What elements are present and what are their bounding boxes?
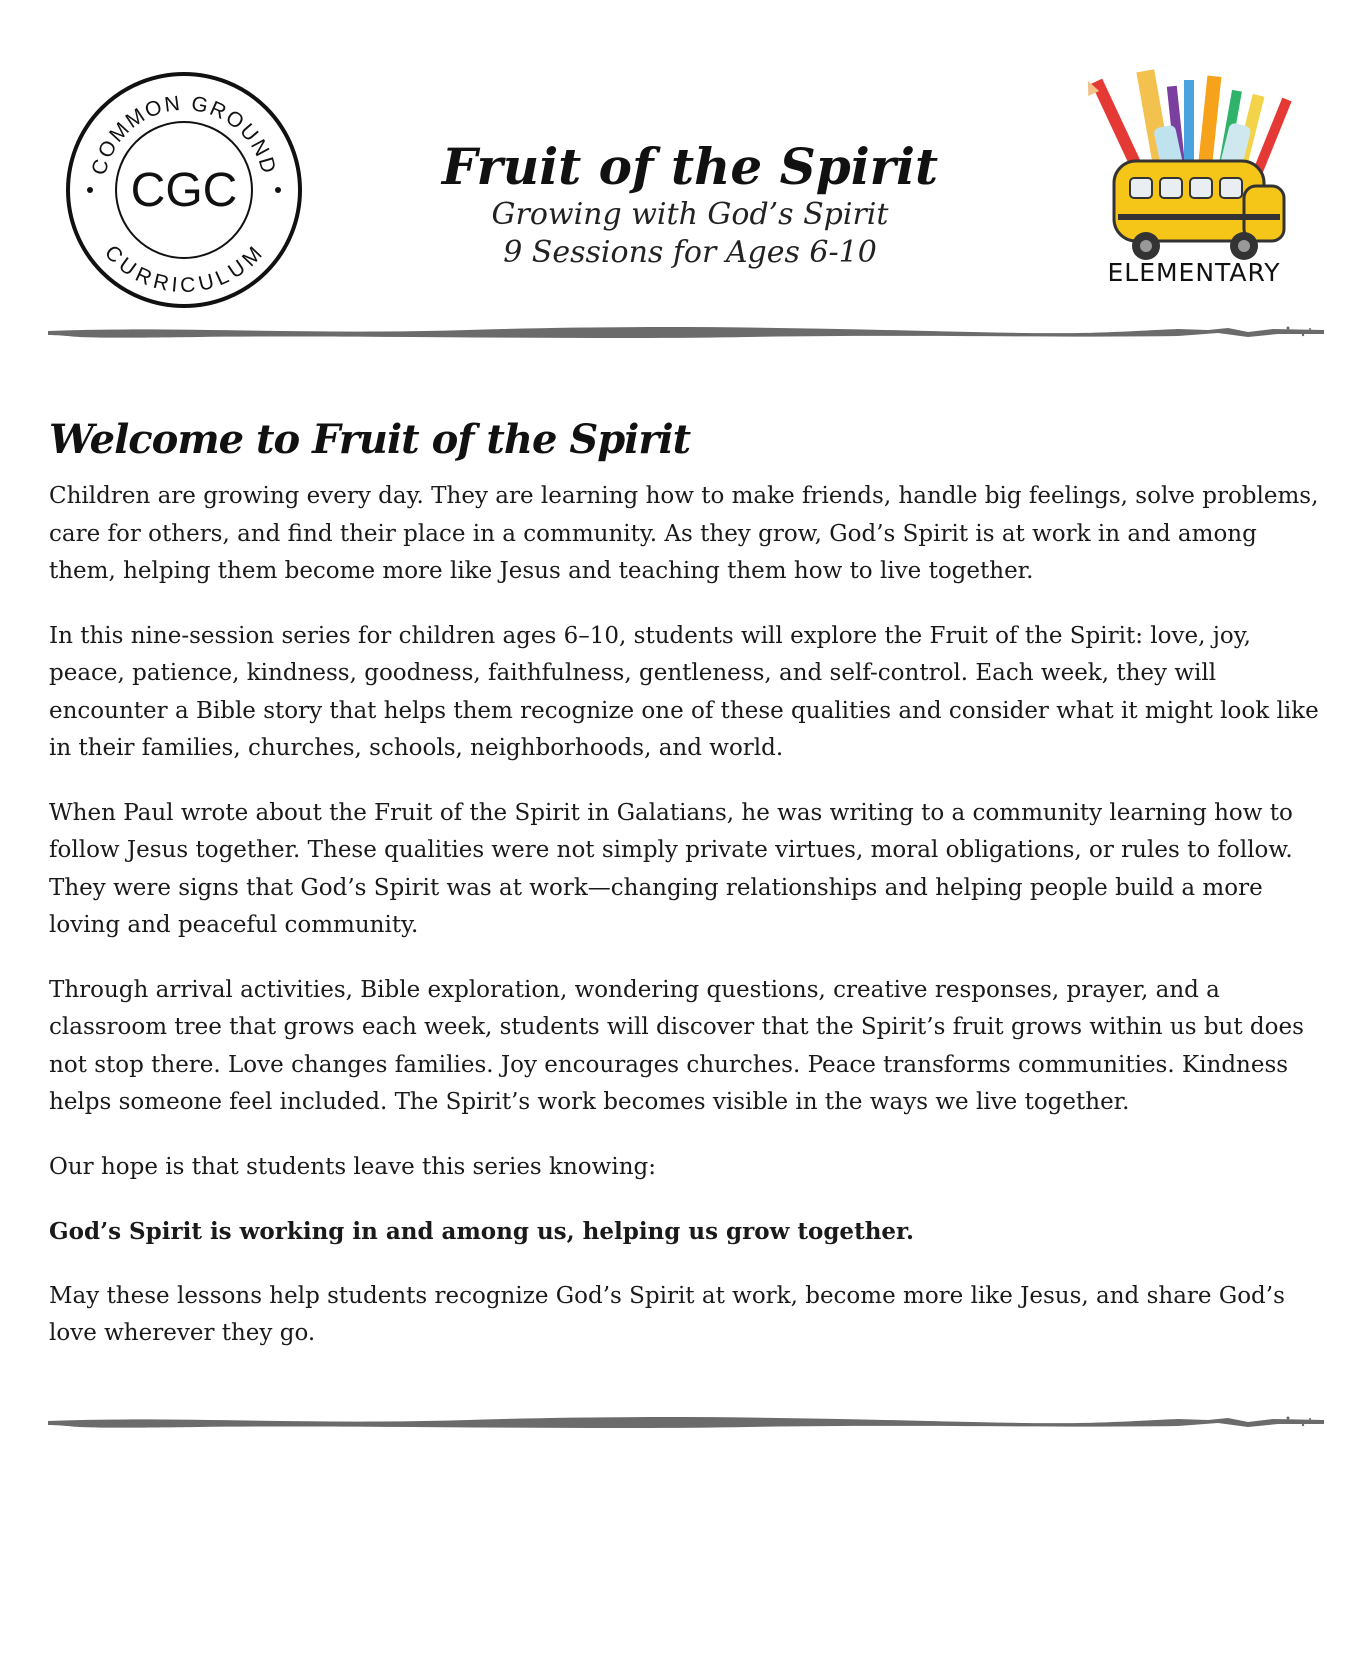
session-info: 9 Sessions for Ages 6-10	[503, 235, 877, 270]
page-title: Fruit of the Spirit	[441, 137, 939, 196]
intro-paragraph-5: Our hope is that students leave this series knowing:	[49, 1153, 656, 1180]
main-content	[49, 412, 1325, 1380]
grade-level-label: ELEMENTARY	[1107, 258, 1281, 287]
intro-paragraph-1: Children are growing every day. They are learning how to make friends, handle big feelings, solve problems, care for others, and find their place in a community. As they grow, God’s Spirit is at work in and among them, helping them become more like Jesus and teaching them how to live together.	[49, 483, 1319, 584]
logo-ring-top-text: COMMON GROUND	[87, 91, 281, 178]
cgc-logo	[64, 70, 304, 310]
intro-paragraph-2: In this nine-session series for children ages 6–10, students will explore the Fruit of the Spirit: love, joy, peace, patience, kindness, goodness, faithfulness, gentleness, and self-control. Each week, they will encounter a Bible story that helps them recognize one of these qualities and consider what it might look like in their families, churches, schools, neighborhoods, and world.	[49, 622, 1319, 761]
page-header	[0, 0, 1372, 340]
top-brush-divider	[48, 320, 1324, 342]
page-subtitle: Growing with God’s Spirit	[491, 197, 889, 232]
intro-paragraph-4: Through arrival activities, Bible exploration, wondering questions, creative responses, prayer, and a classroom tree that grows each week, students will discover that the Spirit’s fruit grows within us but does not stop there. Love changes families. Joy encourages churches. Peace transforms communities. Kindness helps someone feel included. The Spirit’s work becomes visible in the ways we live together.	[49, 976, 1304, 1115]
closing-paragraph: May these lessons help students recognize God’s Spirit at work, become more like Jesus, and share God’s love wherever they go.	[49, 1282, 1285, 1346]
bottom-brush-divider	[48, 1410, 1324, 1432]
logo-center-text: CGC	[130, 164, 238, 217]
welcome-heading: Welcome to Fruit of the Spirit	[49, 416, 691, 463]
logo-ring-bottom-text: CURRICULUM	[99, 241, 269, 298]
title-block	[380, 138, 1000, 272]
key-statement: God’s Spirit is working in and among us, helping us grow together.	[49, 1218, 915, 1245]
intro-paragraph-3: When Paul wrote about the Fruit of the Spirit in Galatians, he was writing to a community learning how to follow Jesus together. These qualities were not simply private virtues, moral obligations, or rules to follow. They were signs that God’s Spirit was at work—changing relationships and helping people build a more loving and peaceful community.	[49, 799, 1293, 938]
